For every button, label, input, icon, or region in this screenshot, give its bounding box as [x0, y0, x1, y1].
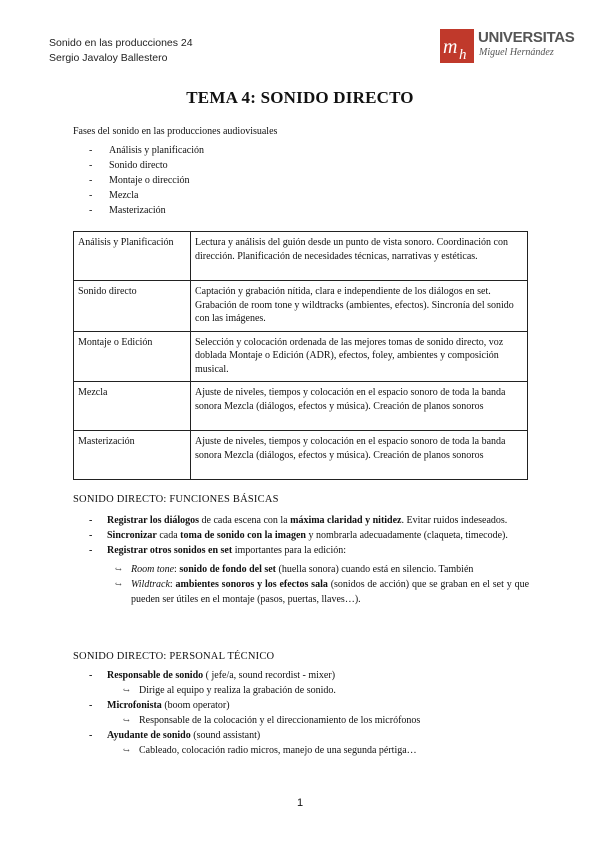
list-item: ↪ Wildtrack: ambientes sonoros y los efectos sala (sonidos de acción) que se graban en el set y que pueden ser útiles en el montaje (pasos, puertas, llaves…). [115, 579, 530, 605]
list-item: ↪ Dirige al equipo y realiza la grabación de sonido. [123, 685, 336, 696]
table-row [74, 431, 528, 480]
personnel-list [89, 668, 529, 758]
svg-text:m: m [443, 36, 458, 58]
table-cell-description: Lectura y análisis del guión desde un punto de vista sonoro. Coordinación con dirección. Planificación de necesidades técnicas, narrativas y estéticas. [191, 232, 528, 281]
arrow-icon: ↪ [123, 686, 130, 695]
university-logo [440, 25, 575, 75]
phases-list [89, 143, 204, 218]
arrow-icon: ↪ [115, 580, 122, 589]
list-item: ↪ Cableado, colocación radio micros, manejo de una segunda pértiga… [123, 745, 417, 756]
intro-text: Fases del sonido en las producciones audiovisuales [73, 126, 278, 137]
logo-subtext: Miguel Hernández [479, 47, 554, 58]
list-item: - Sincronizar cada toma de sonido con la imagen y nombrarla adecuadamente (claqueta, timecode). [89, 528, 529, 543]
table-cell-description: Ajuste de niveles, tiempos y colocación en el espacio sonoro de toda la banda sonora Mezcla (diálogos, efectos y música). Creación de planos sonoros [191, 431, 528, 480]
document-header [49, 36, 193, 66]
list-item: - Mezcla [89, 188, 204, 203]
list-item: - Masterización [89, 203, 204, 218]
list-item: - Registrar los diálogos de cada escena con la máxima claridad y nitidez. Evitar ruidos indeseados. [89, 513, 529, 528]
table-cell-phase: Sonido directo [74, 281, 191, 332]
table-cell-phase: Montaje o Edición [74, 331, 191, 382]
section-heading-personnel: SONIDO DIRECTO: PERSONAL TÉCNICO [73, 651, 275, 662]
functions-list [89, 513, 529, 607]
svg-text:h: h [459, 47, 467, 63]
table-cell-description: Selección y colocación ordenada de las mejores tomas de sonido directo, voz doblada Montaje o Edición (ADR), efectos, foley, ambientes y composición musical. [191, 331, 528, 382]
arrow-icon: ↪ [123, 716, 130, 725]
table-cell-phase: Mezcla [74, 382, 191, 431]
list-item: - Registrar otros sonidos en set importantes para la edición: ↪ Room tone: sonido de fondo del set (huella sonora) cuando está en silencio. También ↪ Wildtrack: ambientes sonoros y los efectos sala (sonidos de acción) que se graban en el set y que pueden ser útiles en el montaje (pasos, puertas, llaves…). [89, 543, 529, 607]
table-row [74, 331, 528, 382]
table-row [74, 232, 528, 281]
list-item: - Responsable de sonido ( jefe/a, sound recordist - mixer) ↪ Dirige al equipo y realiza la grabación de sonido. [89, 668, 529, 698]
logo-text: UNIVERSITAS [478, 29, 575, 46]
arrow-icon: ↪ [123, 746, 130, 755]
list-item: - Microfonista (boom operator) ↪ Responsable de la colocación y el direccionamiento de los micrófonos [89, 698, 529, 728]
page-number: 1 [296, 797, 304, 809]
list-item: - Montaje o dirección [89, 173, 204, 188]
list-item: - Ayudante de sonido (sound assistant) ↪ Cableado, colocación radio micros, manejo de una segunda pértiga… [89, 728, 529, 758]
list-item: - Análisis y planificación [89, 143, 204, 158]
umh-logo-icon [440, 29, 474, 63]
header-course: Sonido en las producciones 24 [49, 37, 193, 49]
section-heading-functions: SONIDO DIRECTO: FUNCIONES BÁSICAS [73, 494, 279, 505]
table-cell-description: Ajuste de niveles, tiempos y colocación en el espacio sonoro de toda la banda sonora Mezcla (diálogos, efectos y música). Creación de planos sonoros [191, 382, 528, 431]
arrow-icon: ↪ [115, 565, 122, 574]
table-row [74, 382, 528, 431]
table-cell-phase: Análisis y Planificación [74, 232, 191, 281]
table-cell-description: Captación y grabación nítida, clara e independiente de los diálogos en set. Grabación de room tone y wildtracks (ambientes, efectos). Sincronía del sonido con las imágenes. [191, 281, 528, 332]
header-author: Sergio Javaloy Ballestero [49, 52, 168, 64]
list-item: - Sonido directo [89, 158, 204, 173]
list-item: ↪ Room tone: sonido de fondo del set (huella sonora) cuando está en silencio. También [115, 564, 474, 575]
table-cell-phase: Masterización [74, 431, 191, 480]
list-item: ↪ Responsable de la colocación y el direccionamiento de los micrófonos [123, 715, 421, 726]
other-sounds-list [115, 562, 529, 607]
table-row [74, 281, 528, 332]
phases-table [73, 231, 528, 480]
page-title: TEMA 4: SONIDO DIRECTO [186, 88, 414, 107]
